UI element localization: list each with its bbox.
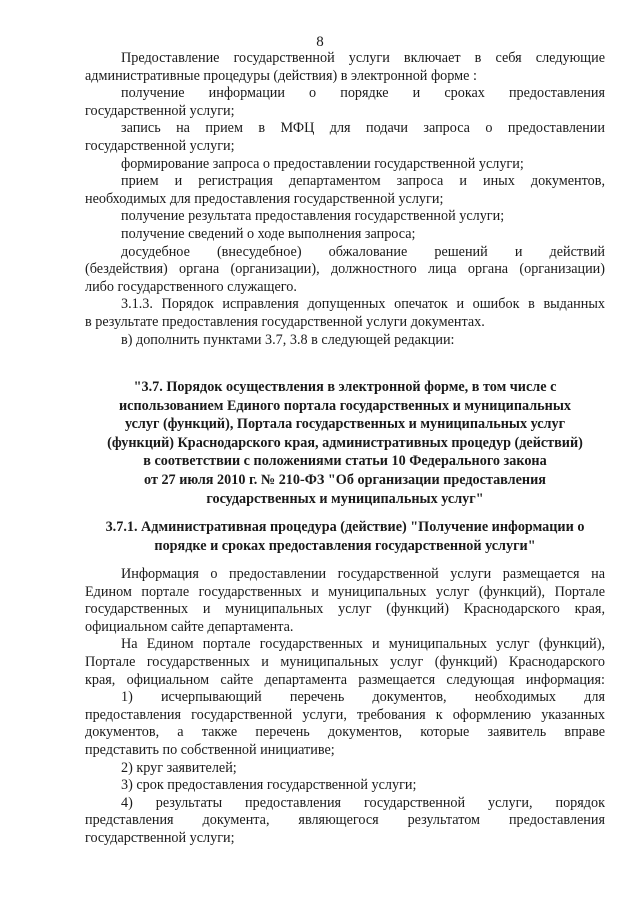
text-line: государственных и муниципальных услуг (функций) Краснодарского края, [85,601,605,618]
text-line: Информация о предоставлении государственной услуги размещается на [121,566,605,582]
text-line: государственной услуги; [85,829,235,846]
text-line: либо государственного служащего. [85,278,297,295]
text-line: 3.1.3. Порядок исправления допущенных опечаток и ошибок в выданных [121,296,605,313]
heading-line: государственных и муниципальных услуг" [206,490,484,507]
heading-line: порядке и сроках предоставления государственной услуги" [154,537,536,554]
heading-line: 3.7.1. Административная процедура (действие) "Получение информации о [105,519,585,535]
text-line: На Едином портале государственных и муниципальных услуг (функций), [121,636,605,653]
heading-line: "3.7. Порядок осуществления в электронной форме, в том числе с [133,379,557,395]
text-line: 1) исчерпывающий перечень документов, необходимых для [121,689,605,706]
text-line: административные процедуры (действия) в электронной форме : [85,67,477,84]
text-line: получение информации о порядке и сроках предоставления [121,85,605,102]
text-line: представить по собственной инициативе; [85,741,335,758]
text-line: получение сведений о ходе выполнения запроса; [121,225,416,242]
text-line: государственной услуги; [85,102,235,119]
text-line: запись на прием в МФЦ для подачи запроса о предоставлении [121,120,605,137]
page-number: 8 [316,34,324,50]
heading-line: (функций) Краснодарского края, административных процедур (действий) [107,434,583,451]
text-line: 2) круг заявителей; [121,759,237,776]
text-line: края, официальном сайте департамента размещается следующая информация: [85,671,605,688]
text-line: представления документа, являющегося результатом предоставления [85,812,605,829]
section-3-7-1-body [85,566,605,848]
heading-line: от 27 июля 2010 г. № 210-ФЗ "Об организации предоставления [144,471,546,488]
heading-line: использованием Единого портала государственных и муниципальных [118,397,572,414]
text-line: государственной услуги; [85,137,235,154]
text-line: в) дополнить пунктами 3.7, 3.8 в следующей редакции: [121,331,455,348]
text-line: Портале государственных и муниципальных услуг (функций) Краснодарского [85,653,605,670]
text-line: получение результата предоставления государственной услуги; [121,208,505,225]
text-line: формирование запроса о предоставлении государственной услуги; [121,155,524,172]
text-line: досудебное (внесудебное) обжалование решений и действий [121,243,605,260]
section-3-7-heading [85,378,605,508]
text-line: необходимых для предоставления государственной услуги; [85,190,444,207]
section-3-7-1-heading [85,518,605,555]
text-line: Едином портале государственных и муниципальных услуг (функций), Портале [85,583,605,600]
text-line: Предоставление государственной услуги включает в себя следующие [121,50,605,66]
heading-line: услуг (функций), Портала государственных и муниципальных услуг [124,416,566,433]
text-line: документов, а также перечень документов, которые заявитель вправе [85,724,605,741]
text-line: официальном сайте департамента. [85,618,294,635]
intro-text [85,50,605,349]
text-line: 4) результаты предоставления государственной услуги, порядок [121,794,605,811]
text-line: (бездействия) органа (организации), должностного лица органа (организации) [85,261,605,278]
heading-line: в соответствии с положениями статьи 10 Федерального закона [143,453,547,470]
text-line: 3) срок предоставления государственной услуги; [121,777,417,794]
text-line: прием и регистрация департаментом запроса и иных документов, [121,173,605,190]
text-line: в результате предоставления государственной услуги документах. [85,313,485,330]
text-line: предоставления государственной услуги, требования к оформлению указанных [85,706,605,723]
